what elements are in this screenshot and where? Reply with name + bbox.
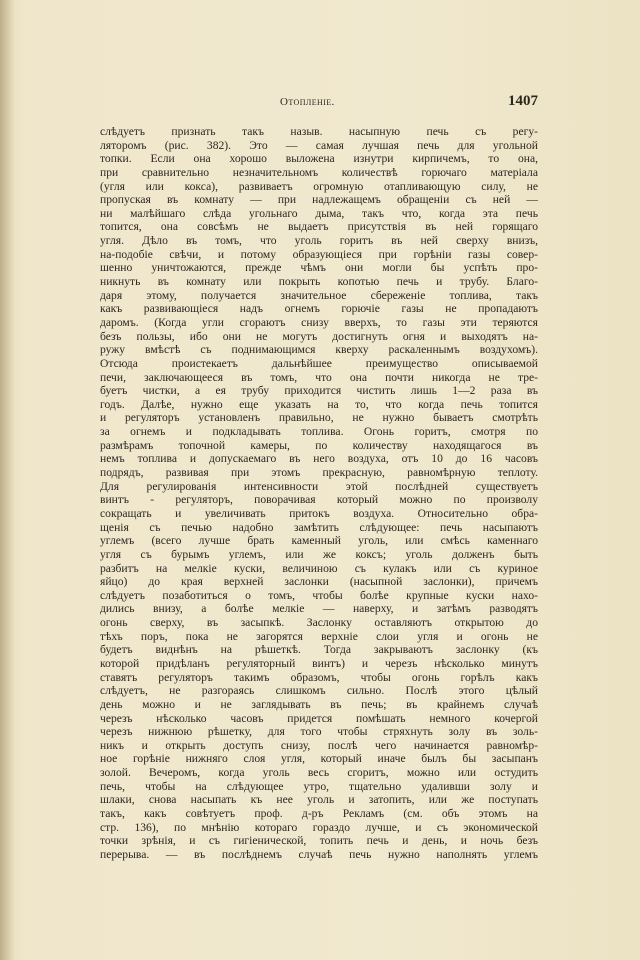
text-line: золой. Вечеромъ, когда уголь весь сгоритъ, можно или остудить bbox=[100, 766, 538, 780]
text-line: буетъ чистки, а ея трубу приходится чистить лишь 1—2 раза въ bbox=[100, 384, 538, 398]
text-line: черезъ нижнюю рѣшетку, для того чтобы стряхнуть золу въ золь- bbox=[100, 725, 538, 739]
text-line: Для регулированія интенсивности этой послѣдней существуетъ bbox=[100, 479, 538, 493]
text-line: щенія съ печью надобно замѣтить слѣдующее: печь насыпаютъ bbox=[100, 520, 538, 534]
text-line: разбитъ на мелкіе куски, величиною съ кулакъ или съ куриное bbox=[100, 561, 538, 575]
text-line: слѣдуетъ позаботиться о томъ, чтобы болѣе крупные куски нахо- bbox=[100, 588, 538, 602]
text-line: угля. Дѣло въ томъ, что уголь горитъ въ ней сверху внизъ, bbox=[100, 234, 538, 248]
text-line: годъ. Далѣе, нужно еще указать на то, что когда печь топится bbox=[100, 397, 538, 411]
text-line: шлаки, снова насыпать къ нее уголь и затопить, или же поступать bbox=[100, 793, 538, 807]
text-line: ное горѣніе нижняго слоя угля, который иначе былъ бы засыпанъ bbox=[100, 752, 538, 766]
text-line: топится, она совсѣмъ не выдаетъ присутствія въ ней горящаго bbox=[100, 220, 538, 234]
text-line: дились внизу, а болѣе мелкіе — наверху, и затѣмъ разводятъ bbox=[100, 602, 538, 616]
text-line: будетъ виднѣнъ на рѣшеткѣ. Тогда закрываютъ заслонку (къ bbox=[100, 643, 538, 657]
text-line: размѣрамъ топочной камеры, по количеству находящагося въ bbox=[100, 438, 538, 452]
text-line: на-подобіе свѣчи, и потому образующіеся при горѣніи газы совер- bbox=[100, 247, 538, 261]
text-line: которой придѣланъ регуляторный винтъ) и черезъ нѣсколько минутъ bbox=[100, 656, 538, 670]
text-line: день можно и не заглядывать въ печь; въ крайнемъ случаѣ bbox=[100, 697, 538, 711]
text-line: немъ топлива и допускаемаго въ него воздуха, отъ 10 до 16 часовъ bbox=[100, 452, 538, 466]
gutter-shadow bbox=[0, 0, 14, 960]
text-line: Отсюда проистекаетъ дальнѣйшее преимущество описываемой bbox=[100, 356, 538, 370]
text-line: точки зрѣнія, и съ гигіенической, топить печь и день, и ночь безъ bbox=[100, 834, 538, 848]
text-line: сокращать и увеличивать притокъ воздуха. Относительно обра- bbox=[100, 506, 538, 520]
text-line: ни малѣйшаго слѣда угольнаго дыма, такъ что, когда эта печь bbox=[100, 206, 538, 220]
text-line: стр. 136), по мнѣнію котораго гораздо лучше, и съ экономической bbox=[100, 820, 538, 834]
text-line: слѣдуетъ признать такъ назыв. насыпную печь съ регу- bbox=[100, 125, 538, 138]
text-line: какъ развивающіеся надъ огнемъ горючіе газы не пропадаютъ bbox=[100, 302, 538, 316]
text-line: никнуть въ комнату или покрыть копотью печь и трубу. Благо- bbox=[100, 275, 538, 289]
text-line: и регуляторъ установленъ правильно, не нужно бываетъ смотрѣть bbox=[100, 411, 538, 425]
text-line: подрядъ, развивая при этомъ прекрасную, равномѣрную теплоту. bbox=[100, 466, 538, 480]
text-line: печь, чтобы на слѣдующее утро, тщательно удаливши золу и bbox=[100, 779, 538, 793]
text-line: угля съ бурымъ углемъ, или же коксъ; уголь долженъ быть bbox=[100, 547, 538, 561]
running-head: Отопленіе. bbox=[280, 96, 335, 108]
body-text bbox=[100, 125, 538, 862]
text-line: углемъ (всего лучше брать каменный уголь, или смѣсь каменнаго bbox=[100, 534, 538, 548]
text-line: винтъ - регуляторъ, поворачивая который можно по произволу bbox=[100, 493, 538, 507]
text-line: шенно уничтожаются, прежде чѣмъ они могли бы успѣть про- bbox=[100, 261, 538, 275]
text-line: (угля или кокса), развиваетъ огромную отапливающую силу, не bbox=[100, 179, 538, 193]
text-line: такъ, какъ совѣтуетъ проф. д-ръ Рекламъ (см. объ этомъ на bbox=[100, 807, 538, 821]
text-line: печи, заключающееся въ томъ, что она почти никогда не тре- bbox=[100, 370, 538, 384]
text-line: даря этому, получается значительное сбереженіе топлива, такъ bbox=[100, 288, 538, 302]
text-line: никъ и открыть доступъ снизу, послѣ чего начинается равномѣр- bbox=[100, 738, 538, 752]
text-line: огонь сверху, въ засыпкѣ. Заслонку оставляютъ открытою до bbox=[100, 616, 538, 630]
text-line: за огнемъ и подкладывать топлива. Огонь горитъ, смотря по bbox=[100, 425, 538, 439]
text-line: при сравнительно незначительномъ количествѣ горючаго матеріала bbox=[100, 165, 538, 179]
page-number: 1407 bbox=[508, 93, 538, 109]
text-line: безъ пользы, ибо они не могутъ достигнуть огня и выходятъ на- bbox=[100, 329, 538, 343]
text-line: топки. Если она хорошо выложена изнутри кирпичемъ, то она, bbox=[100, 152, 538, 166]
text-line: ставятъ регуляторъ такимъ образомъ, чтобы огонь горѣлъ какъ bbox=[100, 670, 538, 684]
text-line: пропуская въ комнату — при надлежащемъ обращеніи съ ней — bbox=[100, 193, 538, 207]
page-header bbox=[100, 93, 538, 113]
text-line: слѣдуетъ, не разгораясь слишкомъ сильно. Послѣ этого цѣлый bbox=[100, 684, 538, 698]
text-line: тѣхъ поръ, пока не загорятся верхніе слои угля и огонь не bbox=[100, 629, 538, 643]
text-line: перерыва. — въ послѣднемъ случаѣ печь нужно наполнять углемъ bbox=[100, 847, 538, 861]
text-line: яйцо) до края верхней заслонки (насыпной заслонки), причемъ bbox=[100, 575, 538, 589]
text-line: ляторомъ (рис. 382). Это — самая лучшая печь для угольной bbox=[100, 138, 538, 152]
text-line: черезъ нѣсколько часовъ придется помѣшать немного кочергой bbox=[100, 711, 538, 725]
text-line: даромъ. (Когда угли сгораютъ снизу вверхъ, то газы эти теряются bbox=[100, 315, 538, 329]
text-line: ружу вмѣстѣ съ поднимающимся кверху раскаленнымъ воздухомъ). bbox=[100, 343, 538, 357]
